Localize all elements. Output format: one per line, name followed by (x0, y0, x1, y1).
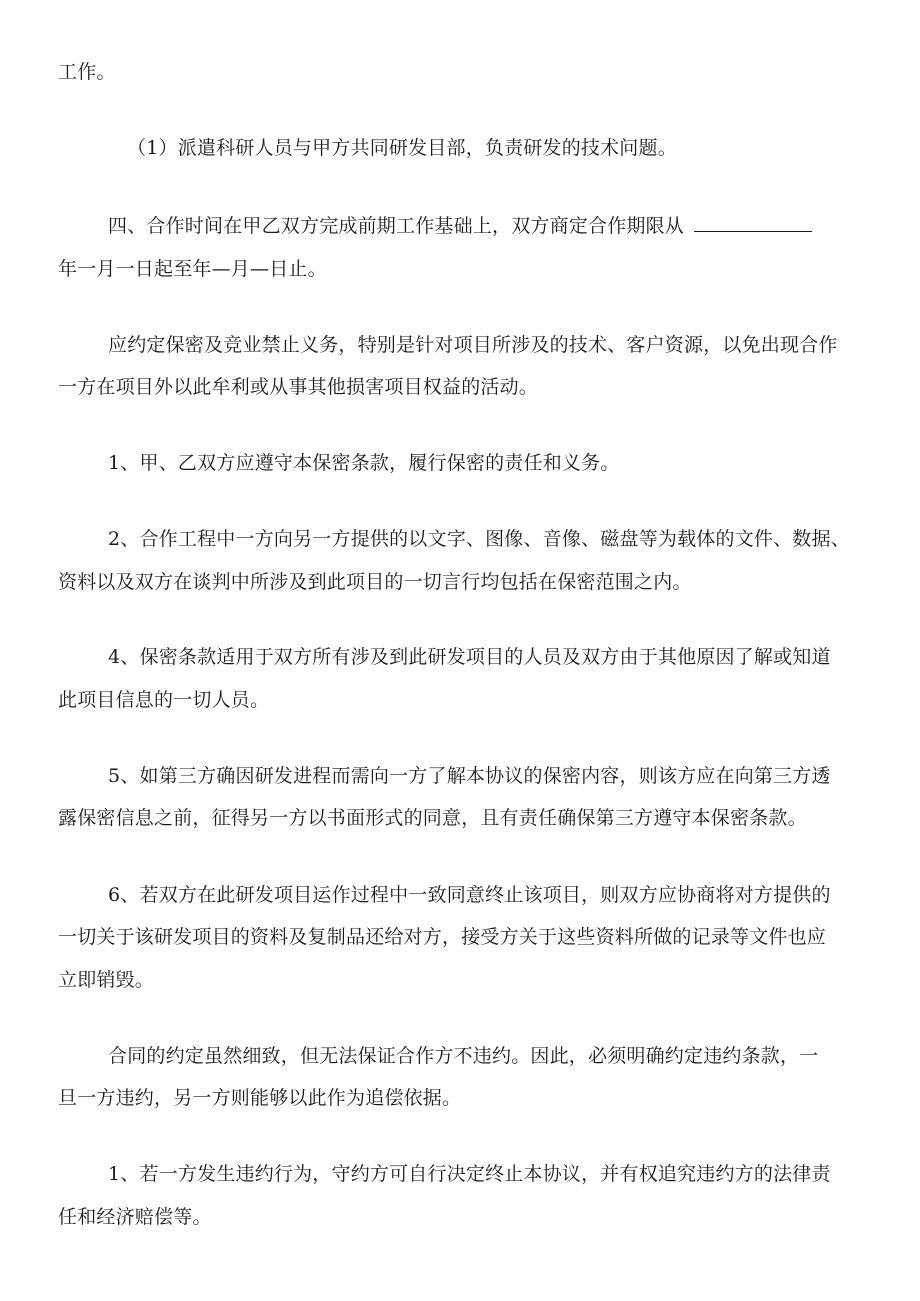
text-line: 立即销毁。 (58, 969, 155, 991)
text-line: 4、保密条款适用于双方所有涉及到此研发项目的人员及双方由于其他原因了解或知道 (108, 646, 831, 668)
text-line: 一切关于该研发项目的资料及复制品还给对方，接受方关于这些资料所做的记录等文件也应 (58, 926, 827, 948)
text-line: 6、若双方在此研发项目运作过程中一致同意终止该项目，则双方应协商将对方提供的 (108, 884, 831, 906)
text-line: 合同的约定虽然细致，但无法保证合作方不违约。因此，必须明确约定违约条款，一 (108, 1045, 819, 1067)
text-line: （1）派遣科研人员与甲方共同研发目部，负责研发的技术问题。 (127, 137, 677, 159)
text-line: 工作。 (58, 61, 116, 83)
text-line: 任和经济赔偿等。 (58, 1206, 212, 1228)
text-line: 5、如第三方确因研发进程而需向一方了解本协议的保密内容，则该方应在向第三方透 (108, 765, 831, 787)
text-line: 旦一方违约，另一方则能够以此作为追偿依据。 (58, 1087, 462, 1109)
text-line: 年一月一日起至年—月—日止。 (58, 258, 327, 280)
text-line: 应约定保密及竞业禁止义务，特别是针对项目所涉及的技术、客户资源，以免出现合作 (108, 334, 838, 356)
text-line: 资料以及双方在谈判中所涉及到此项目的一切言行均包括在保密范围之内。 (58, 571, 692, 593)
text-line: 1、甲、乙双方应遵守本保密条款，履行保密的责任和义务。 (108, 452, 620, 474)
text-line: 1、若一方发生违约行为，守约方可自行决定终止本协议，并有权追究违约方的法律责 (108, 1163, 831, 1185)
text-line: 一方在项目外以此牟利或从事其他损害项目权益的活动。 (58, 376, 539, 398)
fill-in-blank (694, 215, 812, 232)
text-span: 四、合作时间在甲乙双方完成前期工作基础上，双方商定合作期限从 (108, 215, 685, 237)
text-line: 此项目信息的一切人员。 (58, 689, 270, 711)
text-line (108, 214, 812, 238)
text-line: 露保密信息之前，征得另一方以书面形式的同意，且有责任确保第三方遵守本保密条款。 (58, 807, 807, 829)
text-line: 2、合作工程中一方向另一方提供的以文字、图像、音像、磁盘等为载体的文件、数据、 (108, 528, 850, 550)
